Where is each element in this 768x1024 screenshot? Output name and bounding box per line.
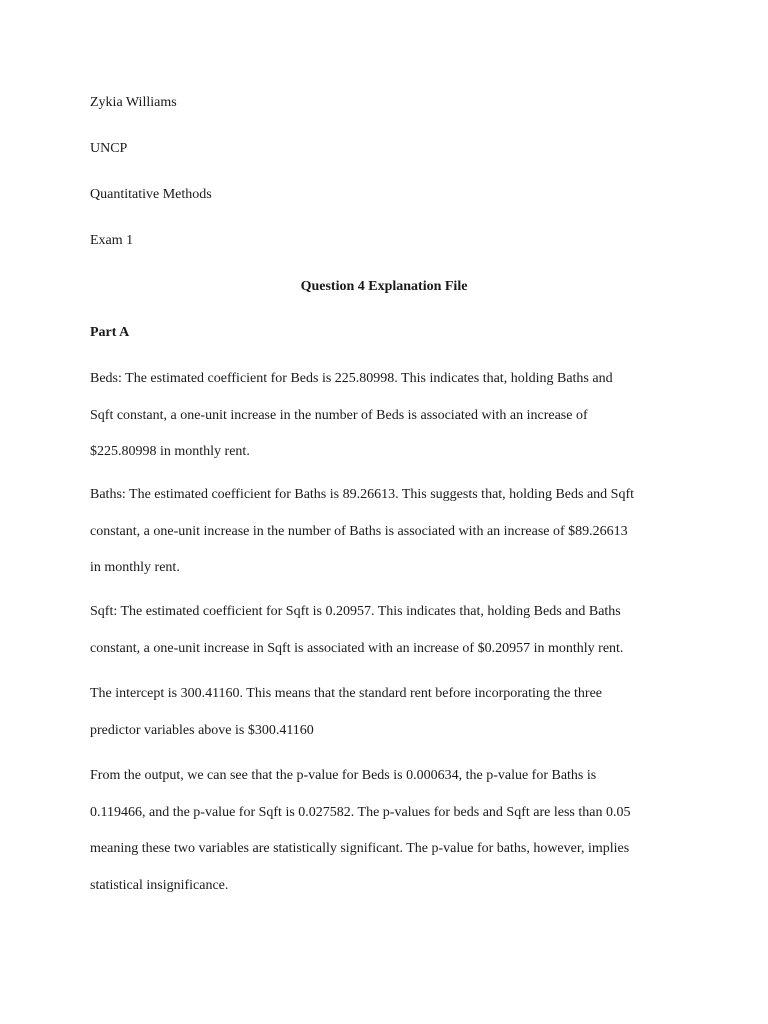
paragraph-line: The intercept is 300.41160. This means that the standard rent before incorporating the three xyxy=(90,686,603,701)
document-title: Question 4 Explanation File xyxy=(300,279,468,294)
assignment-name: Exam 1 xyxy=(90,233,134,248)
paragraph-line: constant, a one-unit increase in Sqft is associated with an increase of $0.20957 in monthly rent. xyxy=(90,640,624,656)
paragraph-line: 0.119466, and the p-value for Sqft is 0.027582. The p-values for beds and Sqft are less than 0.05 xyxy=(90,804,631,820)
paragraph-p-values xyxy=(90,758,688,904)
institution-name: UNCP xyxy=(90,141,128,156)
paragraph-line: constant, a one-unit increase in the number of Baths is associated with an increase of $89.26613 xyxy=(90,523,628,539)
paragraph-line: Sqft constant, a one-unit increase in the number of Beds is associated with an increase of xyxy=(90,407,588,423)
paragraph-line: meaning these two variables are statistically significant. The p-value for baths, however, implies xyxy=(90,841,630,856)
paragraph-intercept xyxy=(90,676,688,749)
paragraph-line: $225.80998 in monthly rent. xyxy=(90,444,250,459)
course-name: Quantitative Methods xyxy=(90,187,212,202)
part-heading: Part A xyxy=(90,325,130,340)
paragraph-baths xyxy=(90,477,688,587)
paragraph-line: in monthly rent. xyxy=(90,560,180,575)
paragraph-line: From the output, we can see that the p-value for Beds is 0.000634, the p-value for Baths is xyxy=(90,768,597,783)
paragraph-sqft xyxy=(90,594,688,667)
paragraph-line: predictor variables above is $300.41160 xyxy=(90,722,314,738)
paragraph-line: Beds: The estimated coefficient for Beds is 225.80998. This indicates that, holding Baths and xyxy=(90,371,613,386)
paragraph-line: Sqft: The estimated coefficient for Sqft is 0.20957. This indicates that, holding Beds and Baths xyxy=(90,604,621,619)
paragraph-beds xyxy=(90,361,688,471)
paragraph-line: statistical insignificance. xyxy=(90,877,229,893)
paragraph-line: Baths: The estimated coefficient for Baths is 89.26613. This suggests that, holding Beds and Sqft xyxy=(90,487,634,502)
author-name: Zykia Williams xyxy=(90,95,177,110)
